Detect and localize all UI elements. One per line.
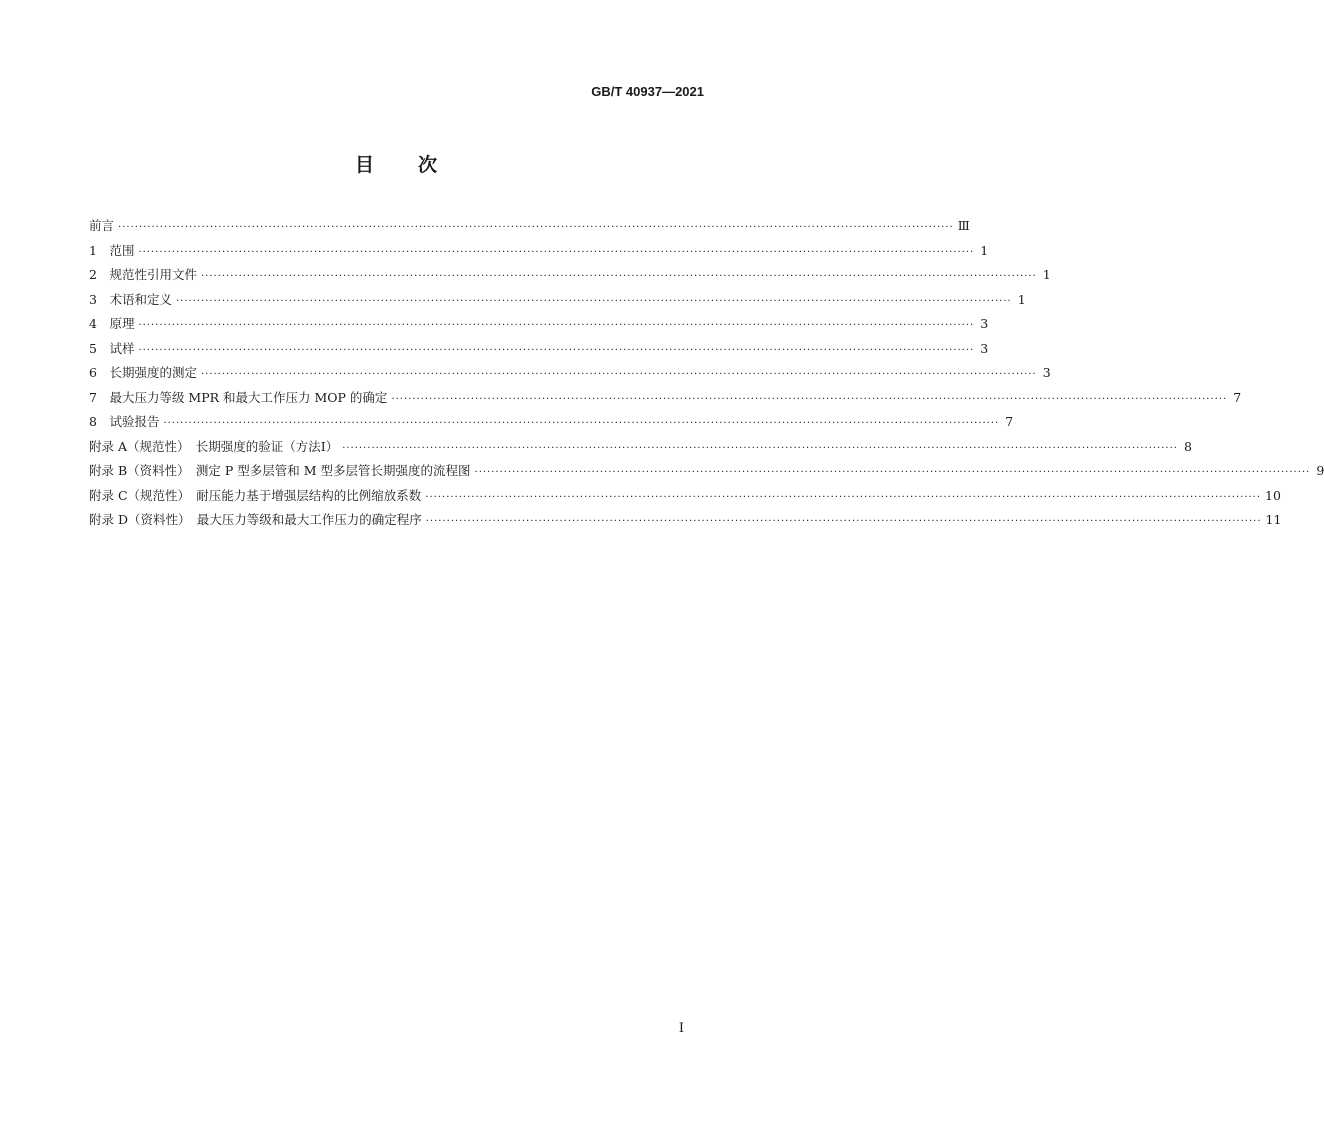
- table-of-contents: [89, 216, 1324, 535]
- toc-leader-dots: ········································································································································································································: [200, 369, 1037, 380]
- toc-entry-page: 1: [1042, 267, 1051, 282]
- toc-entry[interactable]: [89, 265, 1051, 290]
- toc-entry-page: 9: [1316, 463, 1324, 478]
- toc-entry-page: Ⅲ: [957, 218, 970, 233]
- toc-entry-page: 3: [980, 316, 989, 331]
- toc-leader-dots: ········································································································································································································: [425, 516, 1262, 527]
- toc-entry-label: 7 最大压力等级 MPR 和最大工作压力 MOP 的确定: [89, 389, 388, 405]
- toc-leader-dots: ········································································································································································································: [163, 418, 1000, 429]
- page-number: I: [678, 1021, 684, 1036]
- toc-entry-page: 7: [1233, 389, 1242, 405]
- toc-entry-page: 1: [1017, 291, 1026, 307]
- toc-leader-dots: ········································································································································································································: [118, 222, 954, 233]
- toc-leader-dots: ········································································································································································································: [138, 320, 975, 331]
- toc-entry-label: 4 原理: [89, 316, 135, 331]
- toc-entry-page: 11: [1265, 512, 1282, 527]
- toc-entry-page: 10: [1265, 487, 1281, 503]
- toc-entry[interactable]: [89, 339, 989, 364]
- toc-entry-label: 附录 C（规范性） 耐压能力基于增强层结构的比例缩放系数: [89, 487, 422, 503]
- toc-entry-label: 2 规范性引用文件: [89, 267, 197, 282]
- toc-entry[interactable]: [89, 241, 989, 266]
- toc-leader-dots: ········································································································································································································: [425, 491, 1262, 503]
- toc-entry-label: 附录 B（资料性） 测定 P 型多层管和 M 型多层管长期强度的流程图: [89, 463, 471, 478]
- toc-entry[interactable]: [89, 510, 1282, 535]
- toc-entry[interactable]: [89, 412, 1014, 437]
- toc-entry[interactable]: [89, 388, 1242, 413]
- toc-entry-page: 7: [1005, 414, 1014, 429]
- toc-entry-label: 8 试验报告: [89, 414, 160, 429]
- standard-code: GB/T 40937—2021: [591, 84, 704, 99]
- toc-entry-page: 3: [980, 340, 989, 356]
- toc-entry-label: 5 试样: [89, 340, 135, 356]
- toc-leader-dots: ········································································································································································································: [138, 344, 975, 356]
- toc-leader-dots: ········································································································································································································: [175, 295, 1012, 307]
- toc-entry[interactable]: [89, 290, 1026, 315]
- toc-entry[interactable]: [89, 486, 1281, 511]
- toc-entry-label: 6 长期强度的测定: [89, 365, 197, 380]
- toc-entry-page: 1: [980, 242, 989, 258]
- toc-entry-label: 附录 A（规范性） 长期强度的验证（方法Ⅰ）: [89, 438, 339, 454]
- page-title: 目 次: [354, 154, 439, 176]
- toc-entry-page: 3: [1042, 365, 1051, 380]
- toc-entry-page: 8: [1184, 438, 1192, 454]
- toc-entry-label: 3 术语和定义: [89, 291, 172, 307]
- toc-entry[interactable]: [89, 314, 989, 339]
- toc-leader-dots: ········································································································································································································: [200, 271, 1037, 282]
- toc-entry[interactable]: [89, 363, 1051, 388]
- toc-entry[interactable]: [89, 437, 1192, 462]
- toc-entry[interactable]: [89, 461, 1324, 486]
- toc-entry-label: 前言: [89, 218, 115, 233]
- toc-leader-dots: ········································································································································································································: [342, 442, 1178, 454]
- toc-leader-dots: ········································································································································································································: [474, 467, 1311, 478]
- toc-entry[interactable]: [89, 216, 970, 241]
- toc-leader-dots: ········································································································································································································: [391, 393, 1228, 405]
- toc-entry-label: 1 范围: [89, 242, 135, 258]
- toc-leader-dots: ········································································································································································································: [138, 246, 975, 258]
- toc-entry-label: 附录 D（资料性） 最大压力等级和最大工作压力的确定程序: [89, 512, 422, 527]
